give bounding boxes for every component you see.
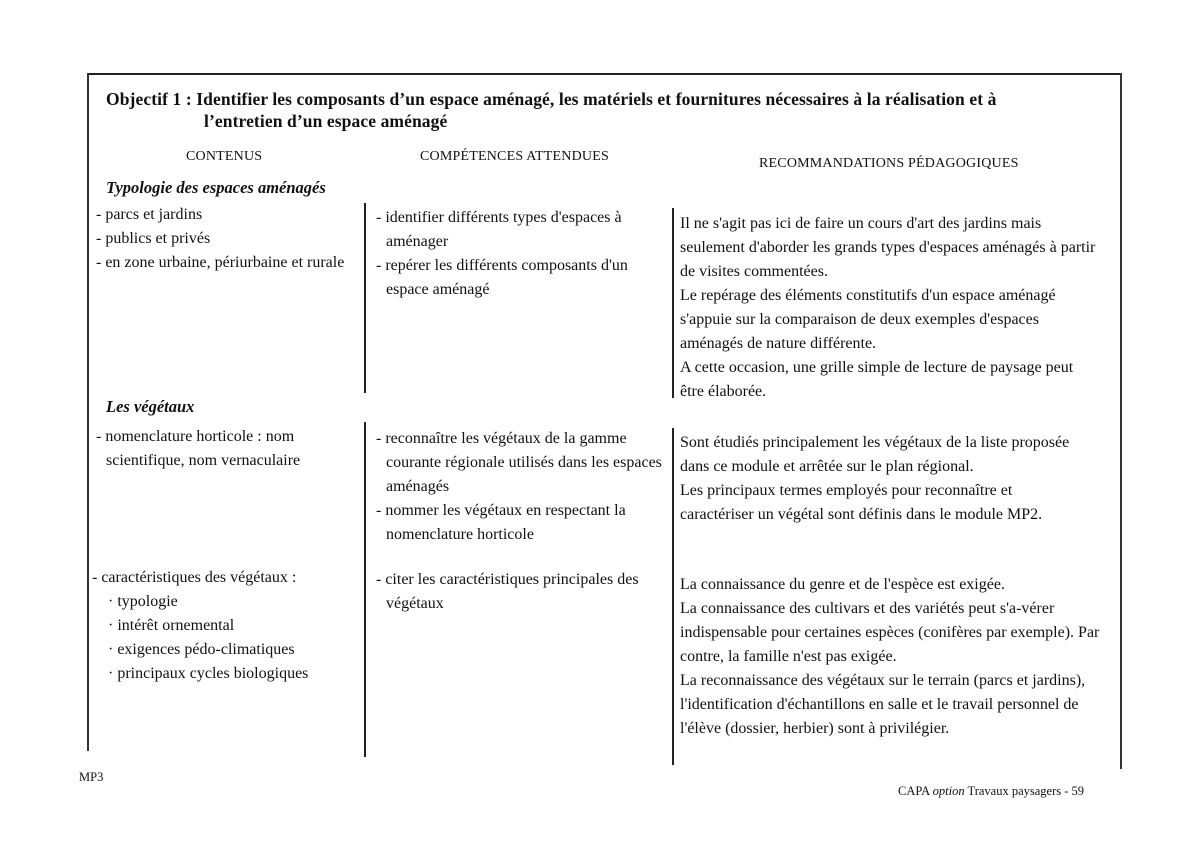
list-item: - parcs et jardins: [96, 206, 203, 223]
cell-recommandations: [680, 431, 1080, 527]
list-item: - reconnaître les végétaux de la gamme courante régionale utilisés dans les espaces aménagés: [376, 430, 662, 495]
sub-item: · intérêt ornemental: [108, 617, 235, 634]
paragraph: A cette occasion, une grille simple de lecture de paysage peut être élaborée.: [680, 359, 1074, 400]
objective-title-line1: Objectif 1 : Identifier les composants d’un espace aménagé, les matériels et fournitures nécessaires à la réalisation et à: [106, 89, 997, 109]
section-heading-vegetaux: Les végétaux: [106, 397, 195, 416]
list-item: - en zone urbaine, périurbaine et rurale: [96, 254, 345, 271]
section-heading-typologie: Typologie des espaces aménagés: [106, 178, 326, 197]
frame-top-border: [87, 73, 1122, 75]
paragraph: La reconnaissance des végétaux sur le terrain (parcs et jardins), l'identification d'échantillons en salle et le travail personnel de l'élève (dossier, herbier) sont à privilégier.: [680, 672, 1086, 737]
footer-course-label: [898, 784, 1084, 799]
footer-course-prefix: CAPA: [898, 784, 930, 798]
list-item: - nommer les végétaux en respectant la nomenclature horticole: [376, 502, 626, 543]
column-header-recommandations: RECOMMANDATIONS PÉDAGOGIQUES: [759, 156, 1019, 171]
objective-title: [106, 88, 1106, 132]
list-item: - repérer les différents composants d'un espace aménagé: [376, 257, 628, 298]
paragraph: Le repérage des éléments constitutifs d'un espace aménagé s'appuie sur la comparaison de deux exemples d'espaces aménagés de nature différente.: [680, 287, 1056, 352]
sub-item: · typologie: [108, 593, 178, 610]
cell-competences: [376, 427, 672, 547]
objective-title-line2: l’entretien d’un espace aménagé: [204, 111, 448, 131]
sub-item: · exigences pédo-climatiques: [108, 641, 295, 658]
list-item: - nomenclature horticole : nom scientifique, nom vernaculaire: [96, 428, 301, 469]
sub-item: · principaux cycles biologiques: [108, 665, 309, 682]
column-divider: [672, 208, 674, 398]
list-item: - citer les caractéristiques principales des végétaux: [376, 571, 639, 612]
paragraph: La connaissance des cultivars et des variétés peut s'a-vérer indispensable pour certaines espèces (conifères par exemple). Par contre, la famille n'est pas exigée.: [680, 600, 1100, 665]
list-item: - publics et privés: [96, 230, 211, 247]
footer-course-suffix: Travaux paysagers - 59: [967, 784, 1085, 798]
frame-left-border: [87, 73, 89, 751]
footer-module-label: MP3: [79, 770, 104, 784]
column-divider: [364, 422, 366, 757]
cell-contenus: [96, 203, 361, 275]
column-divider: [364, 203, 366, 393]
footer-course-option: option: [932, 784, 965, 798]
column-header-competences: COMPÉTENCES ATTENDUES: [420, 149, 609, 164]
cell-recommandations: [680, 212, 1100, 404]
column-divider: [672, 428, 674, 765]
paragraph: Sont étudiés principalement les végétaux de la liste proposée dans ce module et arrêtée sur le plan régional.: [680, 434, 1070, 475]
column-header-contenus: CONTENUS: [186, 149, 263, 164]
list-item: - caractéristiques des végétaux :: [92, 569, 297, 586]
cell-competences: [376, 206, 672, 302]
list-item: - identifier différents types d'espaces à aménager: [376, 209, 622, 250]
paragraph: La connaissance du genre et de l'espèce est exigée.: [680, 576, 1005, 593]
cell-competences: [376, 568, 672, 616]
frame-right-border: [1120, 73, 1122, 769]
cell-recommandations: [680, 573, 1105, 741]
cell-contenus: [96, 425, 361, 473]
cell-contenus: [92, 566, 362, 686]
paragraph: Les principaux termes employés pour reconnaître et caractériser un végétal sont définis dans le module MP2.: [680, 482, 1043, 523]
paragraph: Il ne s'agit pas ici de faire un cours d'art des jardins mais seulement d'aborder les grands types d'espaces aménagés à partir de visites commentées.: [680, 215, 1096, 280]
